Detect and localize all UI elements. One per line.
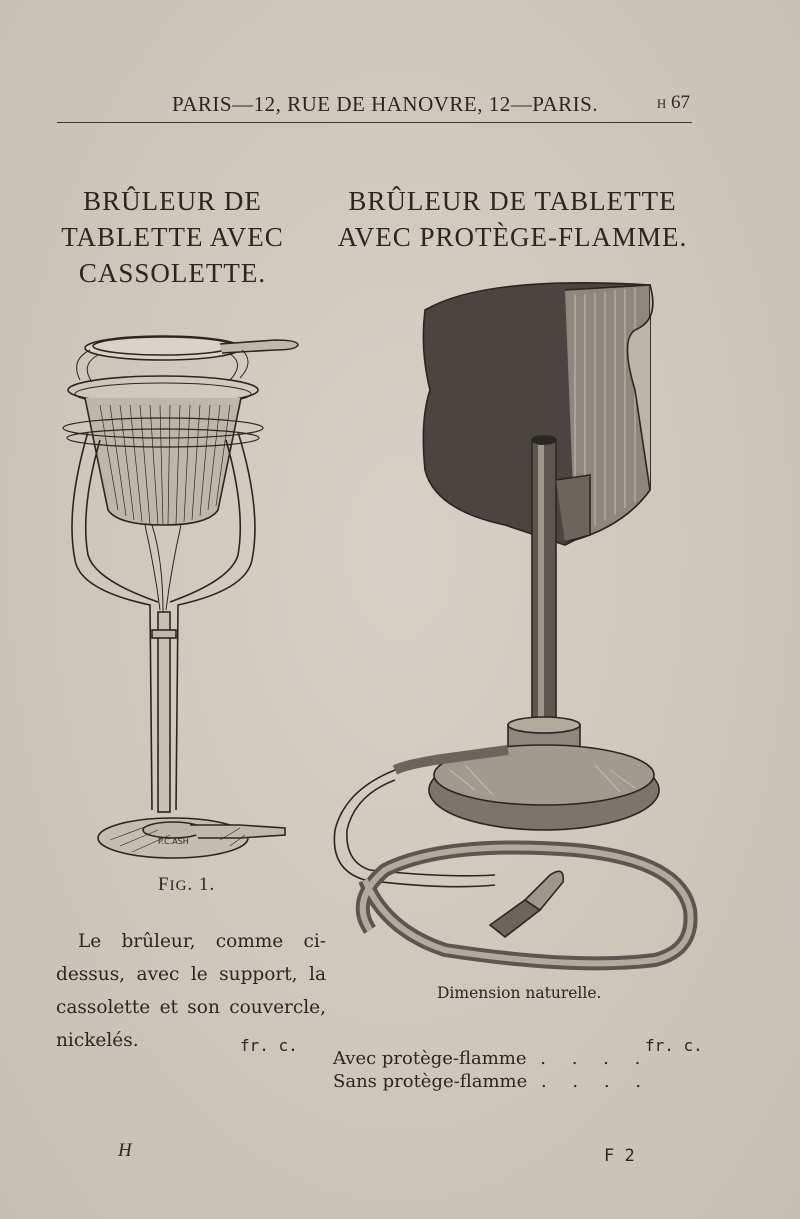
page-prefix: H	[656, 96, 667, 111]
price-item-label: Sans protège-flamme	[333, 1071, 528, 1092]
running-header	[57, 92, 692, 123]
right-heading: BRÛLEUR DE TABLETTE AVEC PROTÈGE-FLAMME.	[337, 186, 688, 252]
figure-label-suffix: . 1.	[187, 874, 216, 895]
page-edge-shadow	[778, 880, 800, 950]
dimension-caption: Dimension naturelle.	[437, 984, 602, 1002]
figure-label-smallcaps: IG	[169, 878, 188, 894]
page-number	[657, 92, 690, 114]
burner-flame-guard-illustration	[325, 270, 705, 980]
price-item-label: Avec protège-flamme	[333, 1048, 527, 1069]
left-description: Le brûleur, comme ci-dessus, avec le support, la cassolette et son couvercle, nickelés.	[56, 931, 326, 1051]
base-stamp: P.C.ASH	[158, 837, 189, 846]
price-item	[333, 1071, 651, 1092]
signature-mark-right: F 2	[604, 1146, 635, 1166]
left-price-header: fr. c.	[240, 1036, 298, 1055]
right-price-header: fr. c.	[645, 1036, 703, 1055]
left-heading: BRÛLEUR DE TABLETTE AVEC CASSOLETTE.	[61, 186, 284, 288]
price-item	[333, 1048, 650, 1069]
burner-cassolette-illustration	[40, 320, 330, 870]
page-number-value: 67	[671, 92, 690, 113]
figure-label	[158, 874, 215, 896]
figure-label-prefix: F	[158, 874, 170, 895]
price-item-leader: . . . .	[540, 1071, 652, 1092]
signature-mark-left: H	[118, 1140, 132, 1161]
price-item-leader: . . . .	[540, 1048, 651, 1069]
header-title: PARIS—12, RUE DE HANOVRE, 12—PARIS.	[172, 92, 599, 116]
